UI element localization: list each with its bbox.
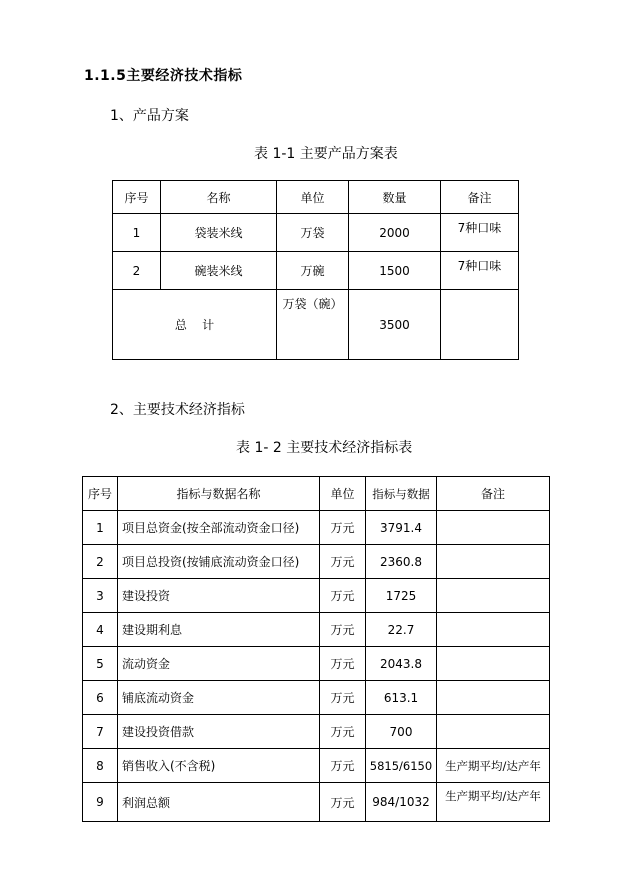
table-header-row — [113, 181, 519, 214]
header-cell: 备注 — [441, 181, 519, 214]
cell: 1500 — [349, 252, 441, 290]
cell: 7种口味 — [441, 252, 519, 290]
cell: 万元 — [320, 681, 366, 715]
cell: 生产期平均/达产年 — [437, 749, 550, 783]
subsection-product-plan: 1、产品方案 — [110, 108, 189, 124]
table-row — [113, 214, 519, 252]
table-row — [83, 749, 550, 783]
cell: 7 — [83, 715, 118, 749]
cell: 1 — [113, 214, 161, 252]
cell: 2043.8 — [366, 647, 437, 681]
header-cell: 指标与数据名称 — [118, 477, 320, 511]
cell: 1 — [83, 511, 118, 545]
section-heading: 1.1.5主要经济技术指标 — [84, 68, 243, 84]
cell: 生产期平均/达产年 — [437, 783, 550, 822]
cell: 3 — [83, 579, 118, 613]
product-plan-table — [112, 180, 519, 360]
cell: 2000 — [349, 214, 441, 252]
cell: 碗装米线 — [161, 252, 277, 290]
table-header-row — [83, 477, 550, 511]
total-unit: 万袋（碗） — [277, 290, 349, 360]
cell — [437, 715, 550, 749]
cell: 万元 — [320, 749, 366, 783]
cell: 4 — [83, 613, 118, 647]
total-note — [441, 290, 519, 360]
table-row — [83, 715, 550, 749]
cell: 9 — [83, 783, 118, 822]
cell: 7种口味 — [441, 214, 519, 252]
header-cell: 名称 — [161, 181, 277, 214]
cell: 项目总资金(按全部流动资金口径) — [118, 511, 320, 545]
cell: 613.1 — [366, 681, 437, 715]
tech-economic-table — [82, 476, 550, 822]
table-row — [83, 647, 550, 681]
cell: 万元 — [320, 545, 366, 579]
cell: 袋装米线 — [161, 214, 277, 252]
total-qty: 3500 — [349, 290, 441, 360]
cell: 5 — [83, 647, 118, 681]
cell: 2 — [113, 252, 161, 290]
table-total-row — [113, 290, 519, 360]
table-row — [83, 579, 550, 613]
cell: 建设期利息 — [118, 613, 320, 647]
cell — [437, 681, 550, 715]
cell — [437, 647, 550, 681]
table-row — [83, 681, 550, 715]
cell: 6 — [83, 681, 118, 715]
header-cell: 数量 — [349, 181, 441, 214]
header-cell: 单位 — [320, 477, 366, 511]
table2-caption: 表 1- 2 主要技术经济指标表 — [236, 440, 413, 456]
header-cell: 序号 — [83, 477, 118, 511]
cell: 铺底流动资金 — [118, 681, 320, 715]
subsection-tech-economic: 2、主要技术经济指标 — [110, 402, 245, 418]
cell: 万元 — [320, 511, 366, 545]
header-cell: 单位 — [277, 181, 349, 214]
cell: 2 — [83, 545, 118, 579]
cell: 8 — [83, 749, 118, 783]
cell: 万元 — [320, 647, 366, 681]
header-cell: 指标与数据 — [366, 477, 437, 511]
cell: 万碗 — [277, 252, 349, 290]
cell: 建设投资借款 — [118, 715, 320, 749]
table-row — [83, 783, 550, 822]
cell — [437, 511, 550, 545]
table-row — [113, 252, 519, 290]
cell: 984/1032 — [366, 783, 437, 822]
cell: 流动资金 — [118, 647, 320, 681]
cell: 22.7 — [366, 613, 437, 647]
cell — [437, 613, 550, 647]
table1-caption: 表 1-1 主要产品方案表 — [254, 146, 398, 162]
total-label: 总 计 — [113, 290, 277, 360]
cell: 项目总投资(按铺底流动资金口径) — [118, 545, 320, 579]
cell: 销售收入(不含税) — [118, 749, 320, 783]
cell: 1725 — [366, 579, 437, 613]
table-row — [83, 545, 550, 579]
cell — [437, 545, 550, 579]
header-cell: 备注 — [437, 477, 550, 511]
table-row — [83, 613, 550, 647]
cell: 万元 — [320, 613, 366, 647]
cell: 万元 — [320, 783, 366, 822]
cell: 700 — [366, 715, 437, 749]
cell: 建设投资 — [118, 579, 320, 613]
cell: 3791.4 — [366, 511, 437, 545]
cell: 万元 — [320, 579, 366, 613]
cell: 2360.8 — [366, 545, 437, 579]
cell: 万袋 — [277, 214, 349, 252]
table-row — [83, 511, 550, 545]
header-cell: 序号 — [113, 181, 161, 214]
cell: 5815/6150 — [366, 749, 437, 783]
cell: 万元 — [320, 715, 366, 749]
cell: 利润总额 — [118, 783, 320, 822]
cell — [437, 579, 550, 613]
